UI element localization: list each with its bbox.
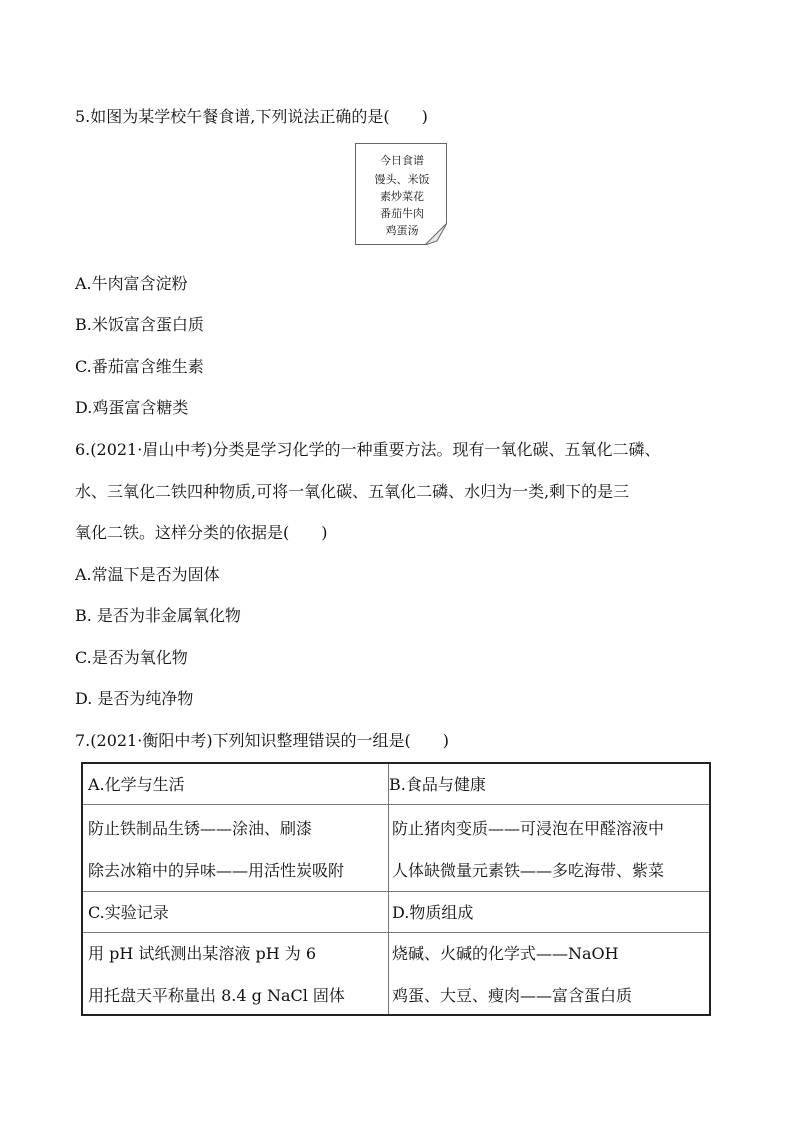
question-7-stem: 7.(2021·衡阳中考)下列知识整理错误的一组是( ): [75, 731, 450, 750]
question-6-option-a: A.常温下是否为固体: [75, 565, 220, 584]
question-5-option-d: D.鸡蛋富含糖类: [75, 398, 189, 417]
question-6-option-b: B. 是否为非金属氧化物: [75, 606, 241, 625]
table-cell-d-header: D.物质组成: [392, 903, 474, 922]
table-cell-d-line: 鸡蛋、大豆、瘦肉——富含蛋白质: [392, 986, 633, 1005]
table-divider: [83, 891, 709, 892]
table-cell-a-line: 防止铁制品生锈——涂油、刷漆: [88, 819, 313, 838]
menu-title: 今日食谱: [380, 154, 424, 167]
question-6-option-c: C.是否为氧化物: [75, 648, 188, 667]
table-cell-a-line: 除去冰箱中的异味——用活性炭吸附: [88, 861, 345, 880]
table-divider: [388, 764, 389, 1014]
question-6-option-d: D. 是否为纯净物: [75, 689, 194, 708]
table-divider: [83, 804, 709, 805]
table-cell-b-line: 人体缺微量元素铁——多吃海带、紫菜: [392, 861, 665, 880]
knowledge-table: [81, 762, 711, 1016]
question-5-option-c: C.番茄富含维生素: [75, 357, 204, 376]
table-cell-c-line: 用 pH 试纸测出某溶液 pH 为 6: [88, 944, 317, 963]
page-curl-icon: [425, 223, 447, 245]
table-cell-b-header: B.食品与健康: [389, 775, 486, 794]
table-cell-a-header: A.化学与生活: [88, 775, 185, 794]
table-cell-b-line: 防止猪肉变质——可浸泡在甲醛溶液中: [392, 819, 665, 838]
table-cell-d-line: 烧碱、火碱的化学式——NaOH: [392, 944, 619, 963]
menu-item: 鸡蛋汤: [385, 224, 419, 237]
question-6-stem-line: 6.(2021·眉山中考)分类是学习化学的一种重要方法。现有一氧化碳、五氧化二磷、: [75, 440, 661, 459]
table-cell-c-header: C.实验记录: [88, 903, 169, 922]
menu-item: 素炒菜花: [380, 190, 424, 203]
question-6-stem-line: 水、三氧化二铁四种物质,可将一氧化碳、五氧化二磷、水归为一类,剩下的是三: [75, 482, 630, 501]
question-5-option-b: B.米饭富含蛋白质: [75, 315, 204, 334]
table-cell-c-line: 用托盘天平称量出 8.4 g NaCl 固体: [88, 986, 345, 1005]
question-6-stem-line: 氧化二铁。这样分类的依据是( ): [75, 523, 328, 542]
question-5-option-a: A.牛肉富含淀粉: [75, 274, 188, 293]
menu-item: 馒头、米饭: [374, 173, 430, 186]
question-5-stem: 5.如图为某学校午餐食谱,下列说法正确的是( ): [75, 107, 428, 126]
table-divider: [83, 932, 709, 933]
menu-card-image: [355, 143, 447, 245]
menu-item: 番茄牛肉: [380, 207, 424, 220]
